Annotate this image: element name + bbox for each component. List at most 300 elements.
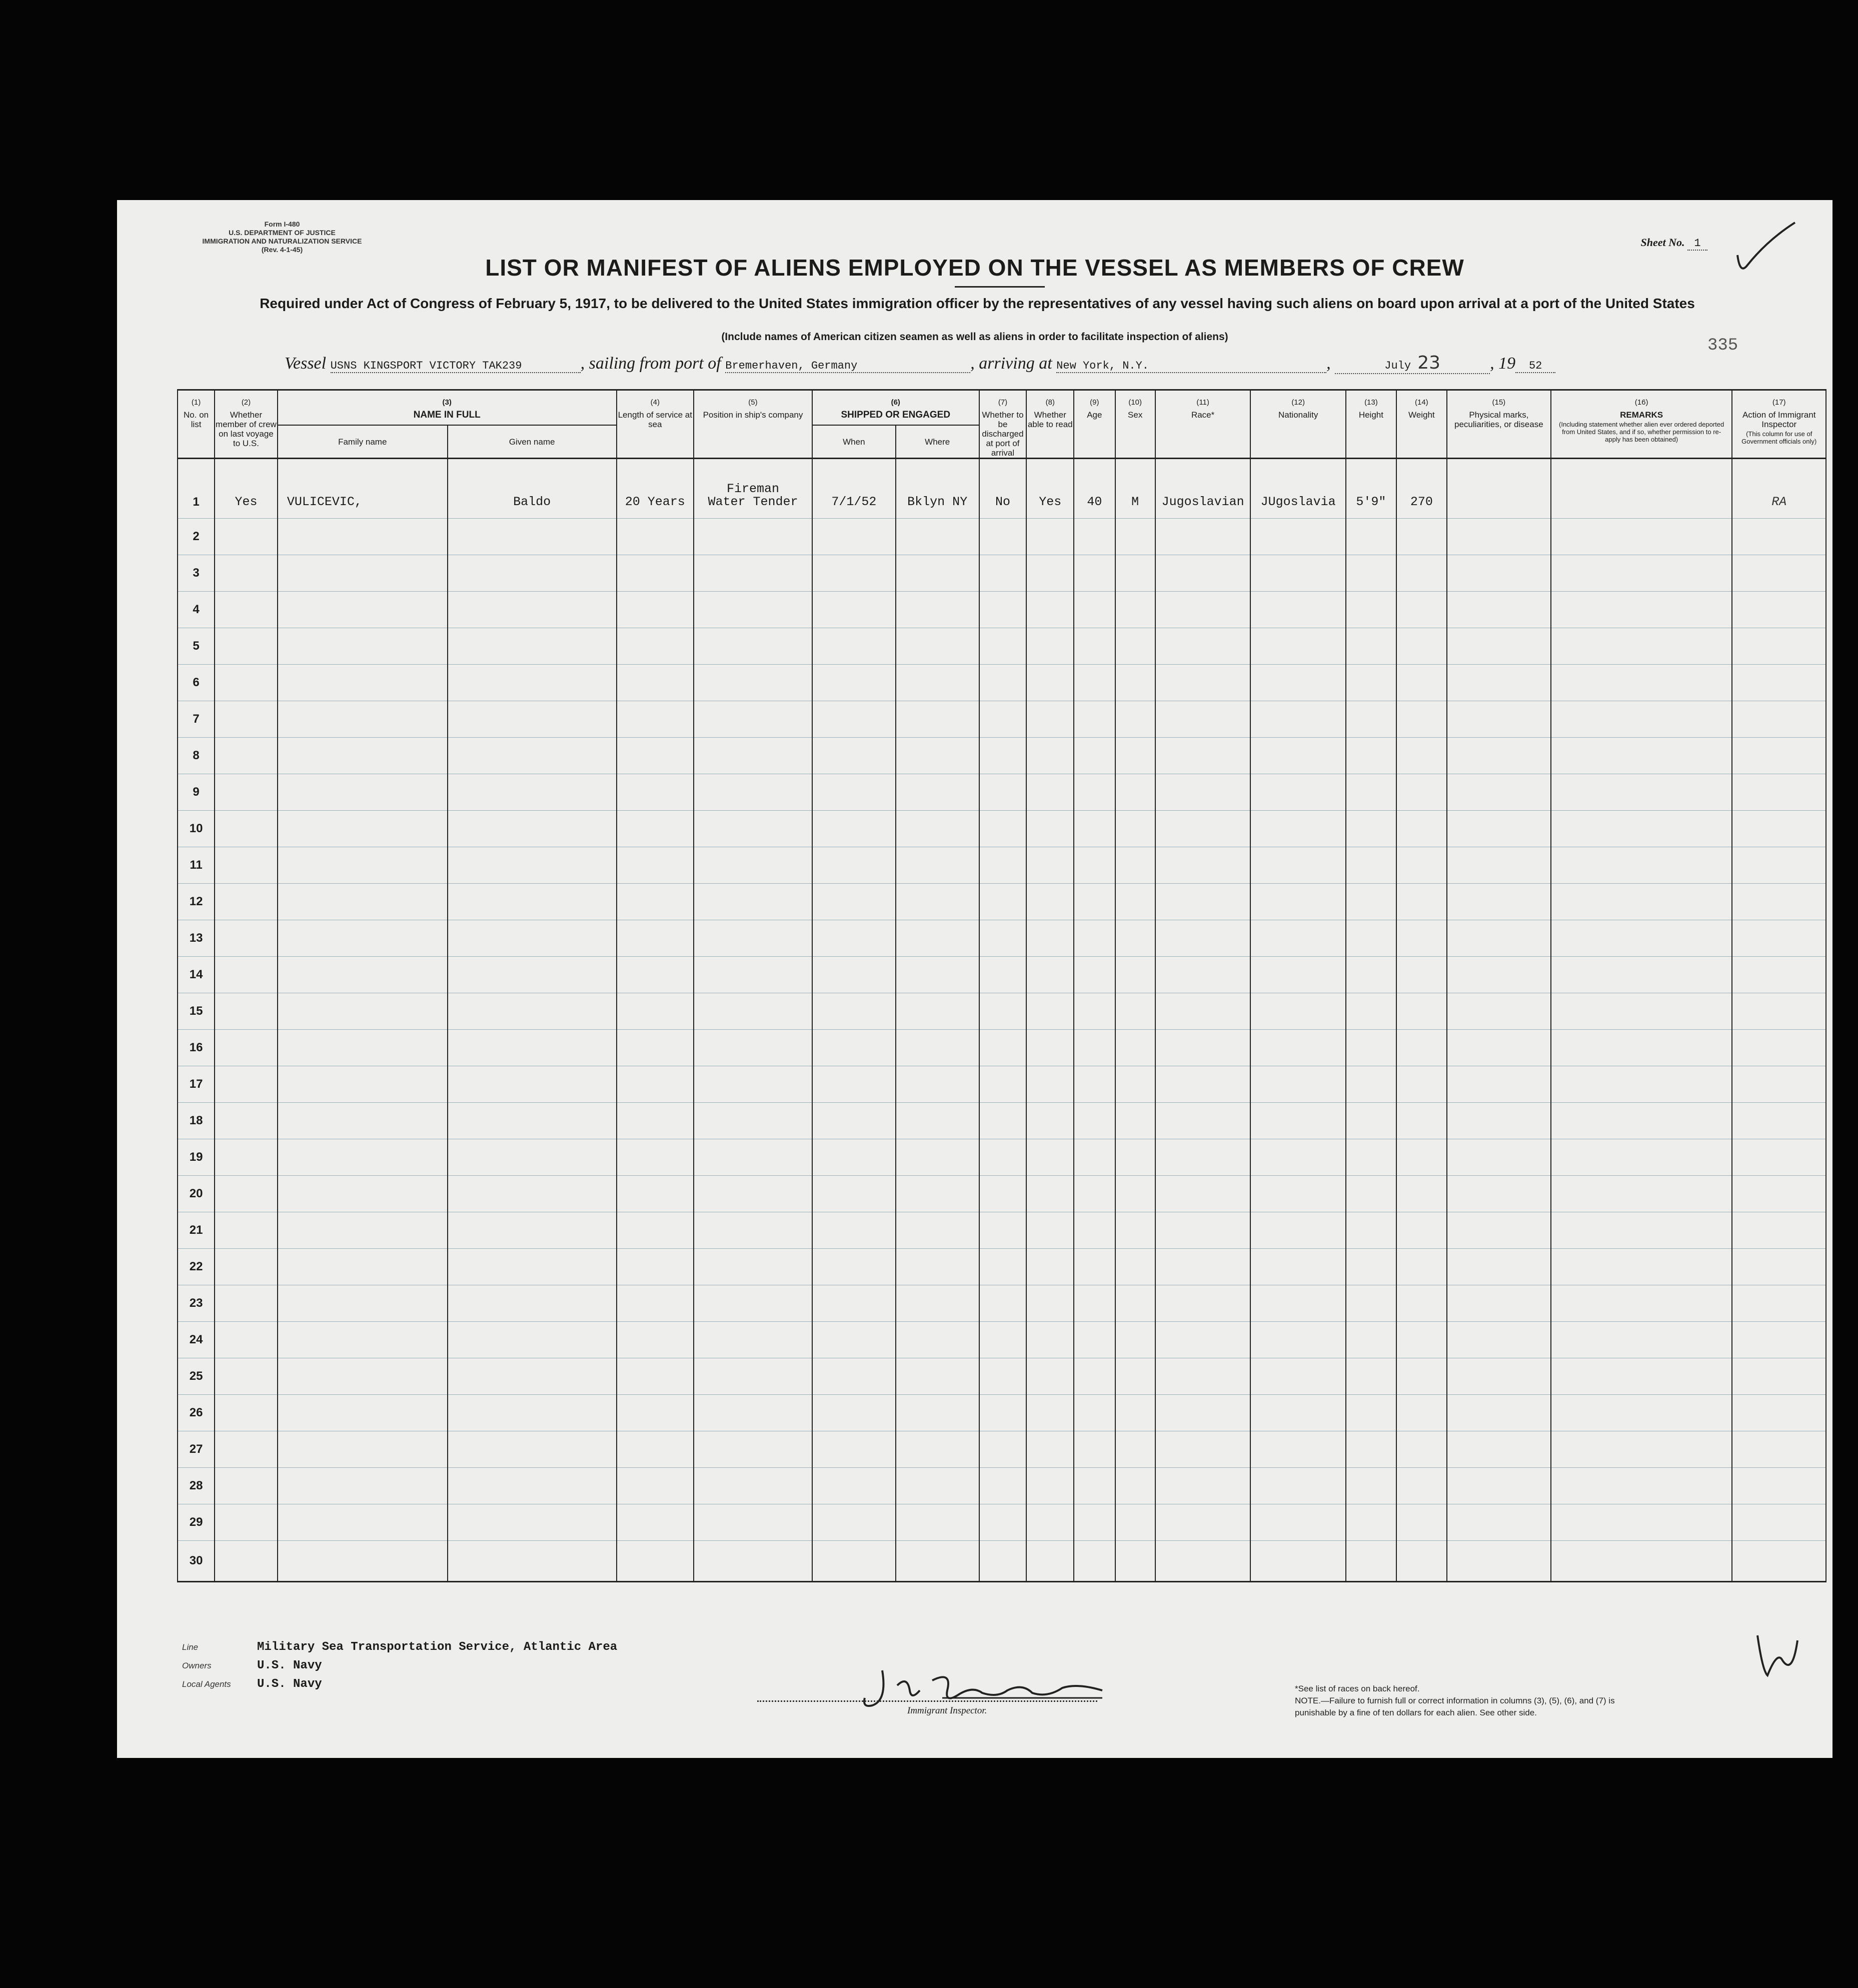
empty-cell [1346,1285,1396,1322]
empty-cell [896,847,979,884]
arrival-date-field: July 23 [1335,353,1490,374]
empty-cell [1155,993,1251,1030]
empty-cell [1074,1066,1115,1103]
empty-cell [1250,592,1346,628]
empty-cell [694,1431,812,1468]
arrival-port-field: New York, N.Y. [1056,360,1326,373]
empty-cell [694,1066,812,1103]
empty-cell [278,811,448,847]
empty-cell [896,811,979,847]
empty-cell [1396,957,1447,993]
empty-cell [1115,519,1155,555]
empty-cell [1250,1212,1346,1249]
empty-cell [617,519,694,555]
empty-cell [1346,701,1396,738]
empty-cell [896,774,979,811]
empty-cell [694,1139,812,1176]
empty-cell [1346,665,1396,701]
col-header-shipped: (6) SHIPPED OR ENGAGED [812,390,979,426]
empty-cell [1732,555,1826,592]
empty-cell [812,592,896,628]
empty-cell [1447,592,1551,628]
empty-cell [694,1212,812,1249]
empty-cell [1551,701,1732,738]
empty-cell [1551,738,1732,774]
empty-cell [1396,701,1447,738]
empty-cell [278,1066,448,1103]
empty-cell [215,920,278,957]
empty-cell [617,1395,694,1431]
empty-cell [896,1468,979,1504]
col-header-where: Where [896,425,979,459]
empty-cell [1250,1504,1346,1541]
row-number: 29 [178,1504,215,1541]
empty-cell [1155,738,1251,774]
empty-cell [215,665,278,701]
empty-cell [1396,1249,1447,1285]
row-number: 28 [178,1468,215,1504]
empty-cell [448,993,617,1030]
empty-cell [1250,847,1346,884]
footer-notes: *See list of races on back hereof. NOTE.—Failure to furnish full or correct information in columns (3), (5), (6), and (7) is punishable by a fine of ten dollars for each alien. See other side. [1295,1684,1615,1717]
col-header-action: (17) Action of Immigrant Inspector (This column for use of Government officials only) [1732,390,1826,459]
empty-cell [896,1030,979,1066]
empty-cell [1026,1139,1074,1176]
empty-cell [1250,884,1346,920]
empty-cell [1026,847,1074,884]
empty-cell [1551,1066,1732,1103]
empty-cell [1551,1103,1732,1139]
empty-cell [1396,884,1447,920]
empty-cell [1551,1249,1732,1285]
empty-cell [278,592,448,628]
empty-cell [448,1030,617,1066]
empty-cell [979,1249,1027,1285]
empty-cell [896,1358,979,1395]
empty-cell [1346,1322,1396,1358]
line-value: Military Sea Transportation Service, Atlantic Area [257,1640,618,1654]
empty-cell [1732,1358,1826,1395]
empty-cell [1447,1358,1551,1395]
table-row [178,1504,1826,1541]
empty-cell [979,1176,1027,1212]
table-row [178,1431,1826,1468]
empty-cell [1732,1249,1826,1285]
table-row [178,665,1826,701]
footer-line-info: Line Military Sea Transportation Service, Atlantic Area Owners U.S. Navy Local Agents U.S. Navy [182,1640,618,1691]
empty-cell [1026,1176,1074,1212]
empty-cell [979,1358,1027,1395]
empty-cell [278,1285,448,1322]
empty-cell [448,1139,617,1176]
empty-cell [896,738,979,774]
empty-cell [1551,1395,1732,1431]
empty-cell [278,993,448,1030]
empty-cell [1074,811,1115,847]
empty-cell [1346,847,1396,884]
empty-cell [812,1322,896,1358]
empty-cell [1551,957,1732,993]
empty-cell [215,1322,278,1358]
empty-cell [1115,993,1155,1030]
empty-cell [617,1030,694,1066]
row-number: 4 [178,592,215,628]
table-row [178,701,1826,738]
empty-cell [896,628,979,665]
empty-cell [1115,1249,1155,1285]
empty-cell [1115,1358,1155,1395]
empty-cell [1026,811,1074,847]
empty-cell [1026,519,1074,555]
empty-cell [1447,993,1551,1030]
empty-cell [215,1431,278,1468]
empty-cell [1447,1504,1551,1541]
empty-cell [694,592,812,628]
empty-cell [1155,1249,1251,1285]
empty-cell [979,1395,1027,1431]
empty-cell [215,1468,278,1504]
empty-cell [1250,1066,1346,1103]
empty-cell [979,519,1027,555]
empty-cell [1551,628,1732,665]
empty-cell [896,1212,979,1249]
empty-cell [215,1030,278,1066]
empty-cell [1250,701,1346,738]
empty-cell [979,1541,1027,1582]
empty-cell [979,1066,1027,1103]
last-voyage-cell: Yes [215,459,278,519]
empty-cell [448,1285,617,1322]
table-row [178,555,1826,592]
empty-cell [694,847,812,884]
empty-cell [694,628,812,665]
empty-cell [1074,1468,1115,1504]
empty-cell [1396,811,1447,847]
empty-cell [812,920,896,957]
empty-cell [1250,1139,1346,1176]
col-header-service: (4) Length of service at sea [617,390,694,459]
empty-cell [215,555,278,592]
empty-cell [1026,920,1074,957]
age-cell: 40 [1074,459,1115,519]
empty-cell [1074,847,1115,884]
empty-cell [448,957,617,993]
table-row [178,1139,1826,1176]
empty-cell [1346,628,1396,665]
empty-cell [1447,738,1551,774]
empty-cell [1155,1139,1251,1176]
page-number-stamp: 335 [1707,336,1738,355]
empty-cell [215,519,278,555]
empty-cell [448,1212,617,1249]
empty-cell [1732,665,1826,701]
row-number: 11 [178,847,215,884]
empty-cell [1115,1285,1155,1322]
empty-cell [278,774,448,811]
crew-manifest-table [177,389,1826,1582]
empty-cell [448,1431,617,1468]
empty-cell [812,811,896,847]
empty-cell [617,665,694,701]
empty-cell [979,555,1027,592]
col-header-given-name: Given name [448,425,617,459]
empty-cell [1551,1285,1732,1322]
empty-cell [1026,1066,1074,1103]
empty-cell [1732,738,1826,774]
empty-cell [448,592,617,628]
empty-cell [278,1431,448,1468]
empty-cell [812,519,896,555]
owners-value: U.S. Navy [257,1659,322,1672]
empty-cell [617,628,694,665]
empty-cell [1155,957,1251,993]
empty-cell [1447,1541,1551,1582]
empty-cell [812,555,896,592]
empty-cell [1074,774,1115,811]
empty-cell [1396,1139,1447,1176]
empty-cell [812,1395,896,1431]
empty-cell [215,1285,278,1322]
empty-cell [1074,1139,1115,1176]
empty-cell [1396,592,1447,628]
empty-cell [278,555,448,592]
inspector-caption: Immigrant Inspector. [907,1705,987,1716]
empty-cell [1447,1249,1551,1285]
empty-cell [1447,628,1551,665]
empty-cell [812,1103,896,1139]
empty-cell [278,1358,448,1395]
empty-cell [694,884,812,920]
row-number: 9 [178,774,215,811]
empty-cell [1346,1468,1396,1504]
empty-cell [896,1541,979,1582]
empty-cell [1250,993,1346,1030]
empty-cell [1250,957,1346,993]
empty-cell [1551,1176,1732,1212]
empty-cell [896,920,979,957]
col-header-height: (13) Height [1346,390,1396,459]
col-header-age: (9) Age [1074,390,1115,459]
empty-cell [979,701,1027,738]
table-row [178,993,1826,1030]
empty-cell [979,811,1027,847]
empty-cell [617,847,694,884]
empty-cell [617,993,694,1030]
empty-cell [812,884,896,920]
empty-cell [1346,957,1396,993]
empty-cell [1447,884,1551,920]
row-number: 24 [178,1322,215,1358]
empty-cell [1115,1030,1155,1066]
height-cell: 5'9" [1346,459,1396,519]
empty-cell [694,811,812,847]
shipped-where-cell: Bklyn NY [896,459,979,519]
empty-cell [1026,592,1074,628]
empty-cell [1732,1285,1826,1322]
col-header-no: (1) No. on list [178,390,215,459]
page-subtitle: Required under Act of Congress of February 5, 1917, to be delivered to the United States immigration officer by the representatives of any vessel having such aliens on board upon arrival at a port of the United States [260,296,1695,311]
sheet-number-value: 1 [1687,237,1707,251]
table-row [178,1030,1826,1066]
empty-cell [1155,628,1251,665]
empty-cell [694,1176,812,1212]
empty-cell [694,701,812,738]
empty-cell [1155,1103,1251,1139]
table-row [178,1541,1826,1582]
empty-cell [812,1285,896,1322]
empty-cell [1447,701,1551,738]
empty-cell [617,1504,694,1541]
empty-cell [1026,884,1074,920]
weight-cell: 270 [1396,459,1447,519]
empty-cell [896,1176,979,1212]
table-row [178,957,1826,993]
table-row [178,1103,1826,1139]
empty-cell [1732,1322,1826,1358]
empty-cell [812,1139,896,1176]
empty-cell [215,1541,278,1582]
empty-cell [215,774,278,811]
empty-cell [1250,774,1346,811]
col-header-position: (5) Position in ship's company [694,390,812,459]
empty-cell [617,1431,694,1468]
empty-cell [278,1139,448,1176]
empty-cell [1551,811,1732,847]
empty-cell [1346,592,1396,628]
empty-cell [448,628,617,665]
empty-cell [1732,1212,1826,1249]
empty-cell [896,519,979,555]
row-number: 12 [178,884,215,920]
empty-cell [1155,920,1251,957]
empty-cell [617,1212,694,1249]
empty-cell [694,665,812,701]
empty-cell [1551,774,1732,811]
empty-cell [812,1504,896,1541]
table-row [178,884,1826,920]
empty-cell [1732,1468,1826,1504]
empty-cell [1026,628,1074,665]
empty-cell [896,1139,979,1176]
empty-cell [617,1468,694,1504]
empty-cell [1250,1431,1346,1468]
empty-cell [1396,1030,1447,1066]
row-number: 3 [178,555,215,592]
empty-cell [1155,592,1251,628]
empty-cell [448,1358,617,1395]
empty-cell [215,1358,278,1395]
empty-cell [1551,1431,1732,1468]
empty-cell [617,920,694,957]
title-underline [955,286,1045,288]
empty-cell [1250,1322,1346,1358]
empty-cell [979,592,1027,628]
empty-cell [1074,1030,1115,1066]
empty-cell [979,1322,1027,1358]
empty-cell [1026,1358,1074,1395]
empty-cell [812,1358,896,1395]
empty-cell [1732,957,1826,993]
voyage-line: Vessel USNS KINGSPORT VICTORY TAK239 , sailing from port of Bremerhaven, Germany , arriving at New York, N.Y. , July 23 , 19 52 [285,353,1555,374]
empty-cell [215,1212,278,1249]
empty-cell [694,1358,812,1395]
empty-cell [448,884,617,920]
empty-cell [896,993,979,1030]
empty-cell [278,847,448,884]
row-number: 14 [178,957,215,993]
empty-cell [215,1395,278,1431]
empty-cell [812,1030,896,1066]
empty-cell [1396,665,1447,701]
empty-cell [1026,993,1074,1030]
empty-cell [1074,1249,1115,1285]
empty-cell [215,1103,278,1139]
empty-cell [215,811,278,847]
empty-cell [694,1249,812,1285]
empty-cell [1250,1030,1346,1066]
empty-cell [1250,1103,1346,1139]
empty-cell [1155,811,1251,847]
sheet-number: Sheet No. 1 [1641,236,1708,251]
empty-cell [1026,555,1074,592]
empty-cell [215,592,278,628]
row-number: 10 [178,811,215,847]
empty-cell [1155,1395,1251,1431]
agents-value: U.S. Navy [257,1677,322,1691]
empty-cell [979,847,1027,884]
empty-cell [1026,738,1074,774]
race-cell: Jugoslavian [1155,459,1251,519]
empty-cell [1250,555,1346,592]
empty-cell [278,884,448,920]
empty-cell [694,1103,812,1139]
empty-cell [694,1541,812,1582]
empty-cell [1115,1066,1155,1103]
empty-cell [278,957,448,993]
empty-cell [1447,957,1551,993]
empty-cell [1447,1395,1551,1431]
empty-cell [1447,774,1551,811]
empty-cell [1732,628,1826,665]
row-number: 15 [178,993,215,1030]
empty-cell [896,592,979,628]
row-number: 26 [178,1395,215,1431]
empty-cell [448,1176,617,1212]
empty-cell [1346,1358,1396,1395]
empty-cell [1074,1358,1115,1395]
col-header-family-name: Family name [278,425,448,459]
read-cell: Yes [1026,459,1074,519]
empty-cell [694,1395,812,1431]
empty-cell [1396,555,1447,592]
physical-cell [1447,459,1551,519]
empty-cell [448,1395,617,1431]
empty-cell [617,1176,694,1212]
empty-cell [1026,957,1074,993]
empty-cell [617,1139,694,1176]
empty-cell [278,665,448,701]
manifest-sheet [117,200,1832,1758]
empty-cell [448,555,617,592]
signature-line [757,1700,1097,1702]
empty-cell [1026,1249,1074,1285]
sex-cell: M [1115,459,1155,519]
empty-cell [1115,628,1155,665]
empty-cell [1074,701,1115,738]
empty-cell [1732,1504,1826,1541]
empty-cell [1074,592,1115,628]
empty-cell [979,1212,1027,1249]
